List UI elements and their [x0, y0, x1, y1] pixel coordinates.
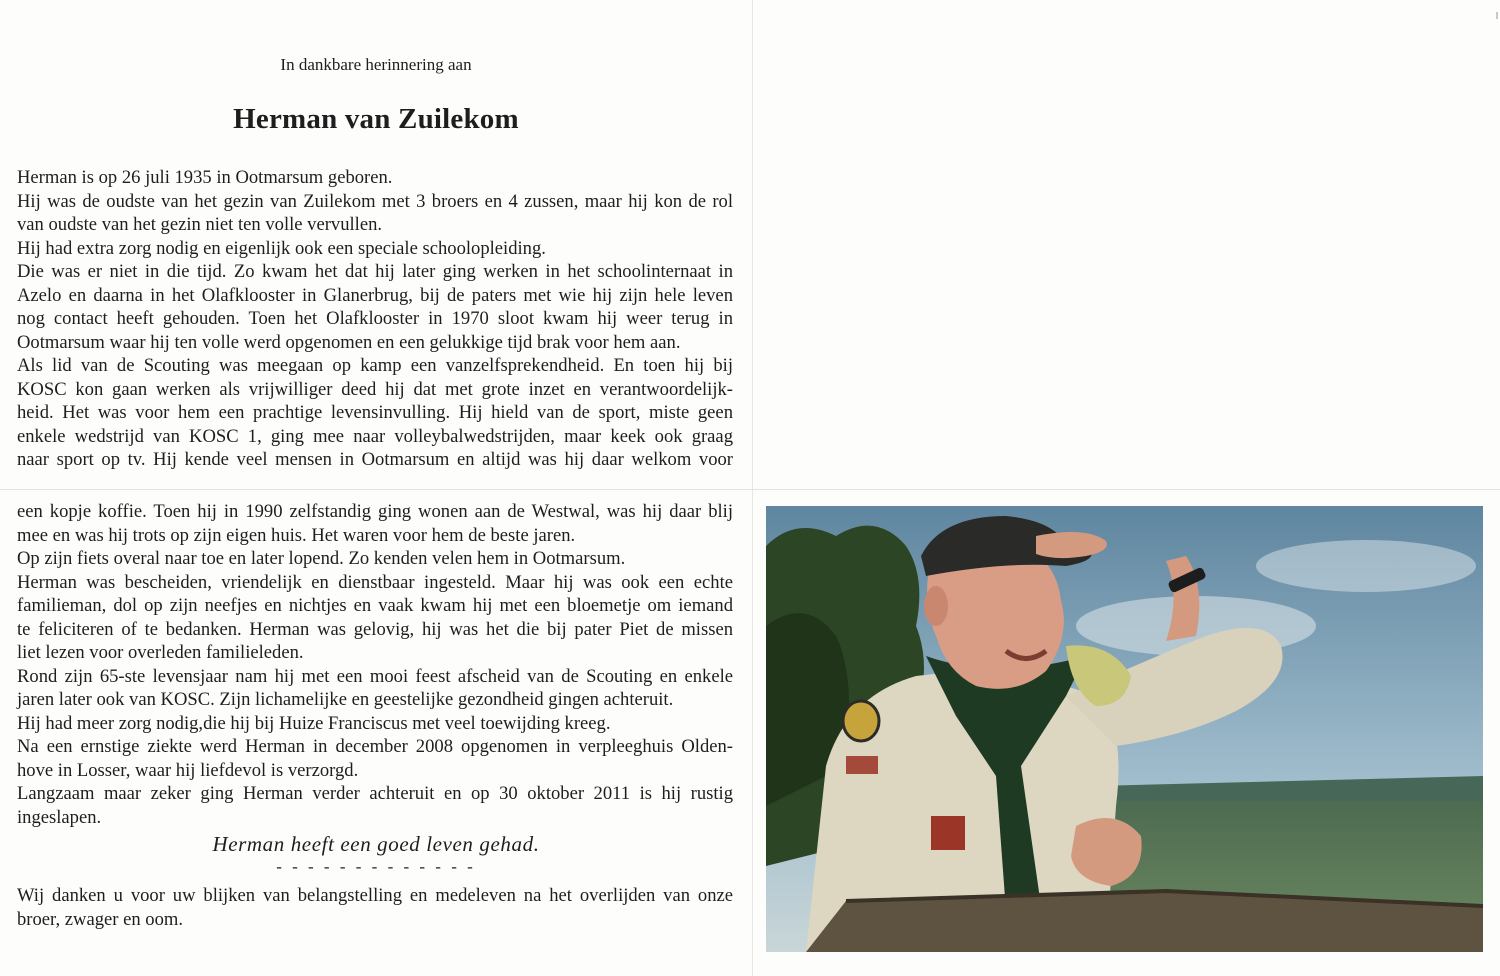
- memorial-photo: [766, 506, 1483, 952]
- dashed-separator: - - - - - - - - - - - - -: [276, 857, 476, 876]
- text-line: KOSC kon gaan werken als vrijwilliger deed hij dat met grote inzet en verantwoordelijk-: [17, 378, 733, 400]
- biography-part-2: [17, 500, 733, 829]
- scan-speck: [1496, 12, 1498, 19]
- text-line: familieman, dol op zijn neefjes en nichtjes en vaak kwam hij met een bloemetje om iemand: [17, 595, 733, 616]
- text-line: Hij had meer zorg nodig,die hij bij Huize Franciscus met veel toewijding kreeg.: [17, 712, 611, 734]
- text-line: Hij was de oudste van het gezin van Zuilekom met 3 broers en 4 zussen, maar hij kon de rol: [17, 190, 733, 212]
- text-line: jaren later ook van KOSC. Zijn lichamelijke en geestelijke gezondheid gingen achteruit.: [17, 689, 674, 710]
- photo-cloud: [1256, 540, 1476, 592]
- text-line: enkele wedstrijd van KOSC 1, ging mee naar volleybalwedstrijden, maar keek ook graag: [17, 425, 733, 447]
- text-line: naar sport op tv. Hij kende veel mensen in Ootmarsum en altijd was hij daar welkom voor: [17, 449, 733, 470]
- text-line: van oudste van het gezin niet ten volle vervullen.: [17, 214, 383, 235]
- deceased-name: Herman van Zuilekom: [233, 103, 519, 135]
- text-line: Herman was bescheiden, vriendelijk en dienstbaar ingesteld. Maar hij was ook een echte: [17, 571, 733, 593]
- text-line: Die was er niet in die tijd. Zo kwam het dat hij later ging werken in het schoolinternaat in: [17, 261, 733, 282]
- photo-badge: [931, 816, 965, 850]
- photo-badge: [846, 756, 878, 774]
- card-fold-vertical: [752, 0, 753, 976]
- text-line: Hij had extra zorg nodig en eigenlijk ook een speciale schoolopleiding.: [17, 237, 546, 259]
- text-line: een kopje koffie. Toen hij in 1990 zelfstandig ging wonen aan de Westwal, was hij daar blij: [17, 501, 733, 522]
- thank-you-note: [17, 884, 733, 931]
- text-line: broer, zwager en oom.: [17, 908, 184, 930]
- text-line: heid. Het was voor hem een prachtige levensinvulling. Hij hield van de sport, miste geen: [17, 402, 733, 423]
- text-line: hove in Losser, waar hij liefdevol is verzorgd.: [17, 759, 359, 781]
- text-line: ingeslapen.: [17, 806, 102, 828]
- text-line: Wij danken u voor uw blijken van belangstelling en medeleven na het overlijden van onze: [17, 885, 733, 906]
- intro-line: In dankbare herinnering aan: [280, 55, 472, 74]
- text-line: Langzaam maar zeker ging Herman verder achteruit en op 30 oktober 2011 is hij rustig: [17, 783, 733, 804]
- closing-motto: Herman heeft een goed leven gehad.: [212, 832, 540, 856]
- text-line: Herman is op 26 juli 1935 in Ootmarsum geboren.: [17, 167, 393, 188]
- text-line: mee en was hij trots op zijn eigen huis. Het waren voor hem de beste jaren.: [17, 524, 576, 546]
- text-line: Azelo en daarna in het Olafklooster in Glanerbrug, bij de paters met wie hij zijn hele leven: [17, 284, 733, 306]
- text-line: Rond zijn 65-ste levensjaar nam hij met een mooi feest afscheid van de Scouting en enkele: [17, 665, 733, 687]
- text-line: Ootmarsum waar hij ten volle werd opgenomen en een gelukkige tijd brak voor hem aan.: [17, 331, 681, 353]
- text-line: nog contact heeft gehouden. Toen het Olafklooster in 1970 sloot kwam hij weer terug in: [17, 308, 733, 329]
- text-line: Als lid van de Scouting was meegaan op kamp een vanzelfsprekendheid. En toen hij bij: [17, 355, 733, 376]
- text-line: Op zijn fiets overal naar toe en later lopend. Zo kenden velen hem in Ootmarsum.: [17, 548, 626, 569]
- card-fold-horizontal: [0, 489, 1500, 490]
- photo-badge: [843, 701, 879, 741]
- text-line: liet lezen voor overleden familieleden.: [17, 642, 304, 663]
- text-line: te feliciteren of te bedanken. Herman was gelovig, hij was het die bij pater Piet de missen: [17, 618, 733, 640]
- text-line: Na een ernstige ziekte werd Herman in december 2008 opgenomen in verpleeghuis Olden-: [17, 736, 733, 757]
- biography-part-1: [17, 166, 733, 472]
- photo-ear: [924, 586, 948, 626]
